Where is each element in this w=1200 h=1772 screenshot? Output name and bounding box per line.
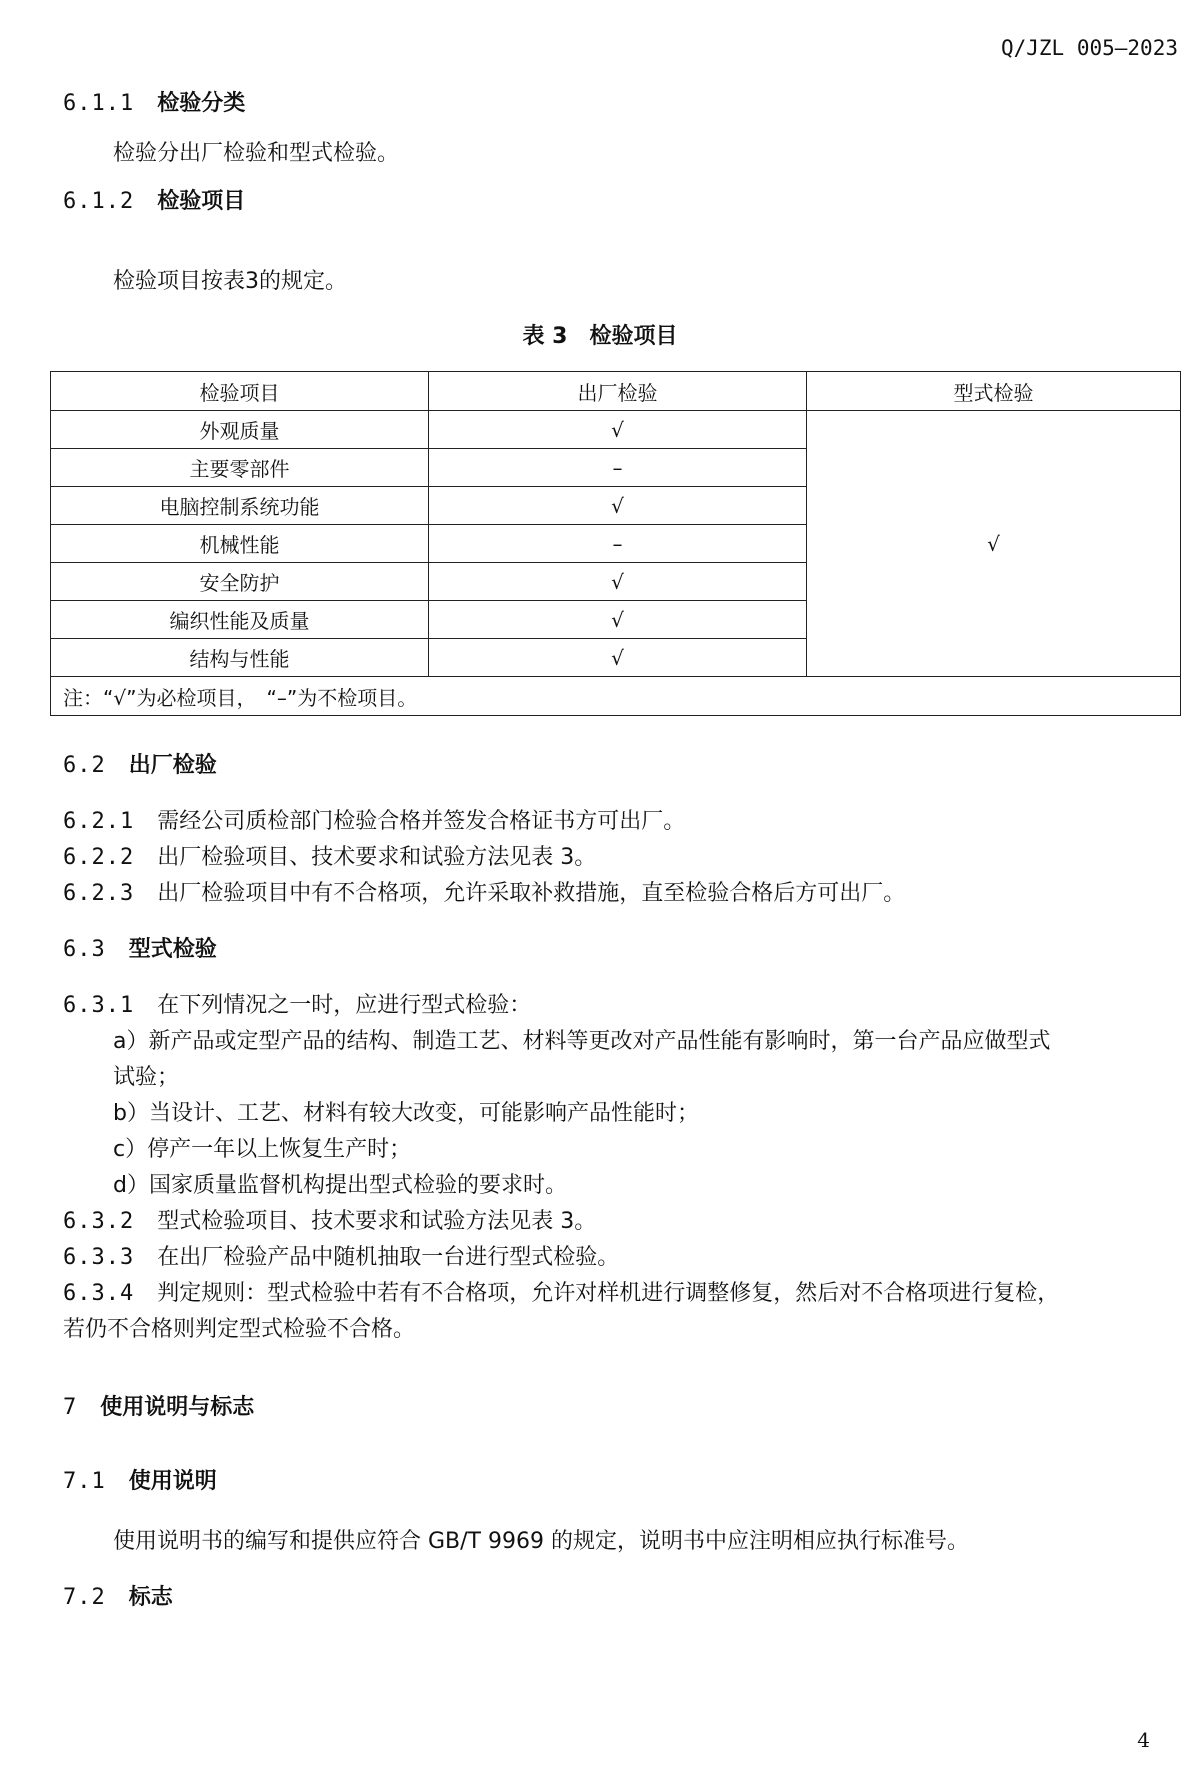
clause-number: 6.2.3	[63, 881, 135, 906]
section-number: 6.2	[63, 753, 106, 778]
clause-text: 在下列情况之一时，应进行型式检验：	[157, 993, 532, 1018]
clause-6-2-1	[63, 804, 685, 835]
item-cell: 主要零部件	[51, 449, 429, 487]
item-cell: 结构与性能	[51, 639, 429, 677]
section-6-1-1-body: 检验分出厂检验和型式检验。	[113, 141, 400, 166]
section-title: 出厂检验	[128, 753, 217, 778]
section-6-2-heading	[63, 748, 217, 779]
section-number: 6.1.1	[63, 91, 135, 116]
clause-6-2-3	[63, 876, 905, 907]
table-note: 注：“√”为必检项目， “–”为不检项目。	[51, 677, 1181, 716]
section-7-1-body: 使用说明书的编写和提供应符合 GB/T 9969 的规定，说明书中应注明相应执行标准号。	[113, 1529, 969, 1554]
clause-6-3-4	[63, 1276, 1059, 1307]
factory-cell: –	[429, 449, 807, 487]
clause-6-3-3	[63, 1240, 619, 1271]
clause-number: 6.3.3	[63, 1245, 135, 1270]
type-test-merged-cell: √	[807, 411, 1181, 677]
clause-6-3-2	[63, 1204, 596, 1235]
section-title: 标志	[128, 1585, 173, 1610]
clause-text: 在出厂检验产品中随机抽取一台进行型式检验。	[157, 1245, 620, 1270]
clause-text: 出厂检验项目、技术要求和试验方法见表 3。	[157, 845, 597, 870]
clause-text: 出厂检验项目中有不合格项，允许采取补救措施，直至检验合格后方可出厂。	[157, 881, 906, 906]
section-6-3-heading	[63, 932, 217, 963]
clause-number: 6.2.2	[63, 845, 135, 870]
section-title: 检验项目	[157, 189, 246, 214]
section-7-heading	[63, 1390, 254, 1421]
list-item-a-line1: a）新产品或定型产品的结构、制造工艺、材料等更改对产品性能有影响时，第一台产品应做型式	[113, 1029, 1051, 1054]
factory-cell: √	[429, 411, 807, 449]
item-cell: 外观质量	[51, 411, 429, 449]
clause-number: 6.3.1	[63, 993, 135, 1018]
list-item-c: c）停产一年以上恢复生产时；	[113, 1137, 412, 1162]
section-number: 6.1.2	[63, 189, 135, 214]
table-caption: 表 3 检验项目	[522, 324, 678, 349]
factory-cell: –	[429, 525, 807, 563]
section-number: 6.3	[63, 937, 106, 962]
table-note-row	[51, 677, 1181, 716]
section-title: 使用说明	[128, 1469, 217, 1494]
clause-6-3-4-line2: 若仍不合格则判定型式检验不合格。	[63, 1317, 416, 1342]
column-header: 型式检验	[807, 372, 1181, 411]
list-item-d: d）国家质量监督机构提出型式检验的要求时。	[113, 1173, 567, 1198]
section-title: 检验分类	[157, 91, 246, 116]
column-header: 出厂检验	[429, 372, 807, 411]
document-code: Q/JZL 005—2023	[1000, 36, 1178, 60]
item-cell: 编织性能及质量	[51, 601, 429, 639]
column-header: 检验项目	[51, 372, 429, 411]
section-title: 型式检验	[128, 937, 217, 962]
factory-cell: √	[429, 601, 807, 639]
section-6-1-2-body: 检验项目按表3的规定。	[113, 269, 347, 294]
page-number: 4	[1137, 1728, 1150, 1752]
list-item-a-line2: 试验；	[113, 1065, 180, 1090]
factory-cell: √	[429, 563, 807, 601]
clause-number: 6.3.2	[63, 1209, 135, 1234]
section-number: 7.1	[63, 1469, 106, 1494]
clause-number: 6.3.4	[63, 1281, 135, 1306]
section-6-1-2-heading	[63, 184, 245, 215]
section-7-1-heading	[63, 1464, 217, 1495]
section-6-1-1-heading	[63, 86, 245, 117]
clause-text: 型式检验项目、技术要求和试验方法见表 3。	[157, 1209, 597, 1234]
clause-number: 6.2.1	[63, 809, 135, 834]
inspection-items-table	[50, 371, 1181, 716]
clause-text: 判定规则：型式检验中若有不合格项，允许对样机进行调整修复，然后对不合格项进行复检，	[157, 1281, 1060, 1306]
clause-6-2-2	[63, 840, 596, 871]
clause-6-3-1	[63, 988, 531, 1019]
table-row	[51, 411, 1181, 449]
section-number: 7	[63, 1395, 78, 1420]
clause-text: 需经公司质检部门检验合格并签发合格证书方可出厂。	[157, 809, 686, 834]
factory-cell: √	[429, 639, 807, 677]
table-header-row	[51, 372, 1181, 411]
factory-cell: √	[429, 487, 807, 525]
item-cell: 电脑控制系统功能	[51, 487, 429, 525]
section-7-2-heading	[63, 1580, 173, 1611]
section-number: 7.2	[63, 1585, 106, 1610]
section-title: 使用说明与标志	[100, 1395, 255, 1420]
list-item-b: b）当设计、工艺、材料有较大改变，可能影响产品性能时；	[113, 1101, 699, 1126]
item-cell: 机械性能	[51, 525, 429, 563]
item-cell: 安全防护	[51, 563, 429, 601]
